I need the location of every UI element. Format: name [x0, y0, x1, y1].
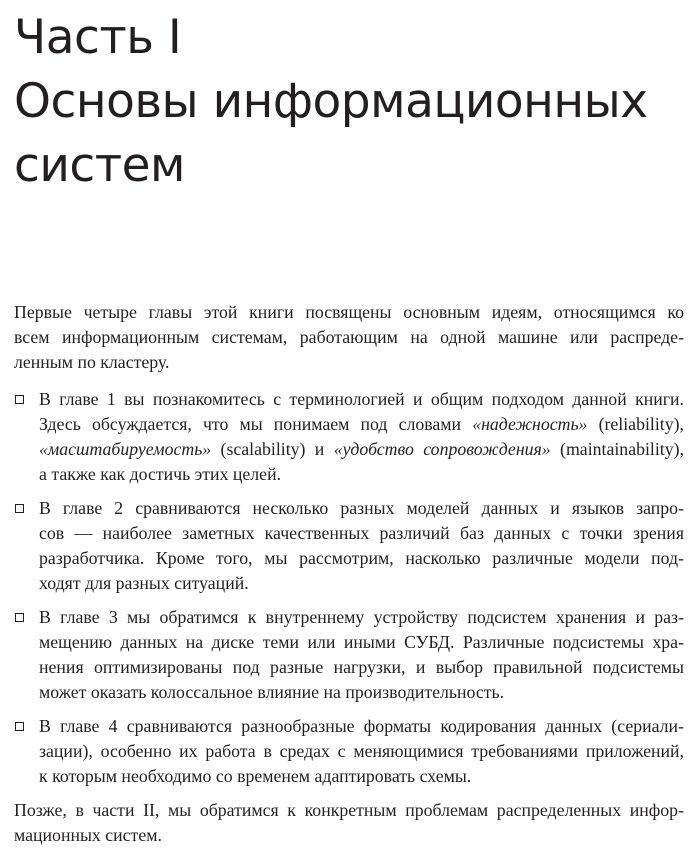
- list-item-chapter-3: [14, 605, 684, 705]
- list-item-line: ходят для разных ситуаций.: [39, 573, 249, 593]
- square-bullet-icon: [15, 395, 24, 404]
- list-item-chapter-2: [14, 496, 684, 596]
- term-maintainability: «удобство сопровождения»: [333, 439, 551, 459]
- part-heading-line-3: систем: [14, 138, 185, 193]
- list-item-chapter-1: [14, 387, 684, 487]
- list-item-line: может оказать колоссальное влияние на производительность.: [39, 682, 505, 702]
- intro-paragraph: [14, 300, 684, 375]
- text-run: (scalability) и: [211, 439, 334, 459]
- chapter-list: [14, 387, 684, 789]
- intro-line: Первые четыре главы этой книги посвящены основным идеям, относящимся ко: [14, 302, 684, 322]
- square-bullet-icon: [15, 504, 24, 513]
- text-run: Здесь обсуждается, что мы понимаем под словами: [39, 414, 473, 434]
- list-item-line: нения оптимизированы под разные нагрузки, и выбор правильной подсистемы: [39, 657, 684, 677]
- part-heading-line-2: Основы информационных: [14, 74, 648, 129]
- list-item-line: зации), особенно их работа в средах с меняющимися требованиями приложений,: [39, 741, 684, 761]
- closing-paragraph: [14, 798, 684, 848]
- intro-line: всем информационным системам, работающим на одной машине или распреде-: [14, 327, 684, 347]
- intro-line: ленным по кластеру.: [14, 352, 170, 372]
- list-item-line: [39, 437, 684, 462]
- part-heading: [14, 6, 684, 198]
- text-run: (reliability),: [587, 414, 684, 434]
- square-bullet-icon: [15, 613, 24, 622]
- term-reliability: «надежность»: [472, 414, 588, 434]
- closing-line: мационных систем.: [14, 825, 162, 845]
- square-bullet-icon: [15, 722, 24, 731]
- list-item-line: В главе 4 сравниваются разнообразные форматы кодирования данных (сериали-: [39, 716, 684, 736]
- term-scalability: «масштабируемость»: [39, 439, 212, 459]
- list-item-line: [39, 412, 684, 437]
- list-item-line: разработчика. Кроме того, мы рассмотрим, насколько различные модели под-: [39, 548, 684, 568]
- part-heading-line-1: Часть I: [14, 10, 182, 65]
- list-item-chapter-4: [14, 714, 684, 789]
- list-item-line: к которым необходимо со временем адаптировать схемы.: [39, 766, 472, 786]
- list-item-line: В главе 2 сравниваются несколько разных моделей данных и языков запро-: [39, 498, 684, 518]
- list-item-line: В главе 1 вы познакомитесь с терминологией и общим подходом данной книги.: [39, 389, 684, 409]
- page-body: [14, 300, 684, 848]
- closing-line: Позже, в части II, мы обратимся к конкретным проблемам распределенных инфор-: [14, 800, 684, 820]
- list-item-line: мещению данных на диске теми или иными СУБД. Различные подсистемы хра-: [39, 632, 684, 652]
- list-item-line: сов — наиболее заметных качественных различий баз данных с точки зрения: [39, 523, 684, 543]
- text-run: (maintainability),: [550, 439, 684, 459]
- list-item-line: а также как достичь этих целей.: [39, 464, 282, 484]
- list-item-line: В главе 3 мы обратимся к внутреннему устройству подсистем хранения и раз-: [39, 607, 684, 627]
